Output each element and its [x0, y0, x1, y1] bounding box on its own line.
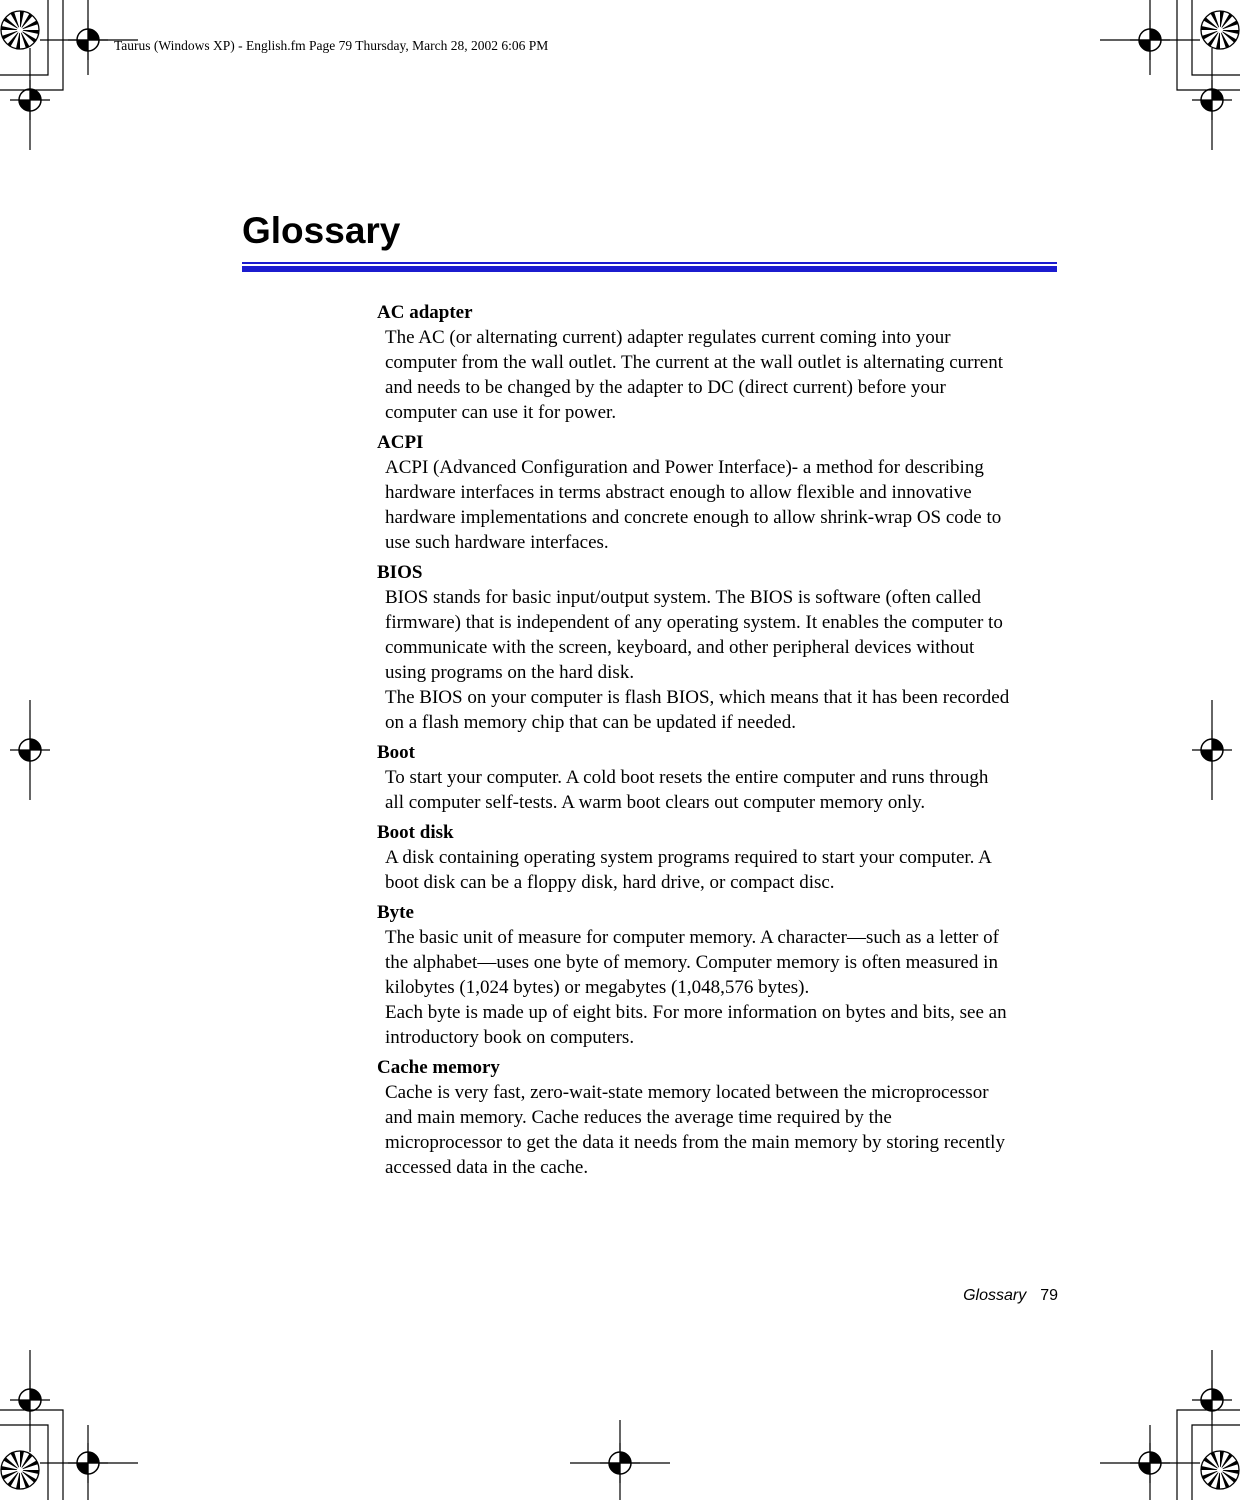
glossary-term: Boot disk — [377, 822, 454, 843]
definition-line: the alphabet—uses one byte of memory. Computer memory is often measured in — [385, 952, 998, 973]
definition-line: communicate with the screen, keyboard, and other peripheral devices without — [385, 637, 975, 658]
definition-line: and needs to be changed by the adapter to DC (direct current) before your — [385, 377, 946, 398]
glossary-term: Cache memory — [377, 1057, 500, 1078]
definition-line: hardware interfaces in terms abstract enough to allow flexible and innovative — [385, 482, 972, 503]
definition-line: hardware implementations and concrete enough to allow shrink-wrap OS code to — [385, 507, 1002, 528]
glossary-entry — [377, 300, 1077, 425]
page-number: 79 — [1040, 1287, 1058, 1304]
page-footer — [963, 1287, 1058, 1305]
page-title: Glossary — [242, 210, 401, 251]
glossary-entry — [377, 740, 1077, 815]
glossary-term: Boot — [377, 742, 415, 763]
definition-line: accessed data in the cache. — [385, 1157, 589, 1178]
definition-line: ACPI (Advanced Configuration and Power Interface)- a method for describing — [385, 457, 984, 478]
definition-line: To start your computer. A cold boot resets the entire computer and runs through — [385, 767, 989, 788]
glossary-entry — [377, 430, 1077, 555]
definition-line: computer from the wall outlet. The current at the wall outlet is alternating current — [385, 352, 1003, 373]
glossary-entry — [377, 820, 1077, 895]
glossary-term: BIOS — [377, 562, 423, 583]
definition-line: The basic unit of measure for computer memory. A character—such as a letter of — [385, 927, 999, 948]
definition-line: BIOS stands for basic input/output system. The BIOS is software (often called — [385, 587, 981, 608]
print-slug: Taurus (Windows XP) - English.fm Page 79 Thursday, March 28, 2002 6:06 PM — [114, 38, 549, 53]
definition-line: Each byte is made up of eight bits. For more information on bytes and bits, see an — [385, 1002, 1007, 1023]
glossary-term: ACPI — [377, 432, 424, 453]
definition-line: boot disk can be a floppy disk, hard drive, or compact disc. — [385, 872, 835, 893]
definition-line: on a flash memory chip that can be updated if needed. — [385, 712, 796, 733]
definition-line: The BIOS on your computer is flash BIOS, which means that it has been recorded — [385, 687, 1010, 708]
glossary-entry — [377, 1055, 1077, 1180]
title-rule-thin — [242, 262, 1057, 264]
glossary-list — [377, 300, 1077, 1185]
title-rule-thick — [242, 266, 1057, 272]
definition-line: introductory book on computers. — [385, 1027, 635, 1048]
glossary-entry — [377, 560, 1077, 735]
definition-line: microprocessor to get the data it needs from the main memory by storing recently — [385, 1132, 1005, 1153]
definition-line: all computer self-tests. A warm boot clears out computer memory only. — [385, 792, 926, 813]
glossary-entry — [377, 900, 1077, 1050]
definition-line: using programs on the hard disk. — [385, 662, 635, 683]
definition-line: The AC (or alternating current) adapter regulates current coming into your — [385, 327, 951, 348]
definition-line: A disk containing operating system programs required to start your computer. A — [385, 847, 992, 868]
definition-line: use such hardware interfaces. — [385, 532, 609, 553]
definition-line: and main memory. Cache reduces the average time required by the — [385, 1107, 892, 1128]
glossary-term: AC adapter — [377, 302, 473, 323]
definition-line: firmware) that is independent of any operating system. It enables the computer to — [385, 612, 1003, 633]
definition-line: kilobytes (1,024 bytes) or megabytes (1,048,576 bytes). — [385, 977, 810, 998]
definition-line: computer can use it for power. — [385, 402, 617, 423]
glossary-term: Byte — [377, 902, 414, 923]
definition-line: Cache is very fast, zero-wait-state memory located between the microprocessor — [385, 1082, 989, 1103]
footer-section: Glossary — [963, 1287, 1027, 1304]
